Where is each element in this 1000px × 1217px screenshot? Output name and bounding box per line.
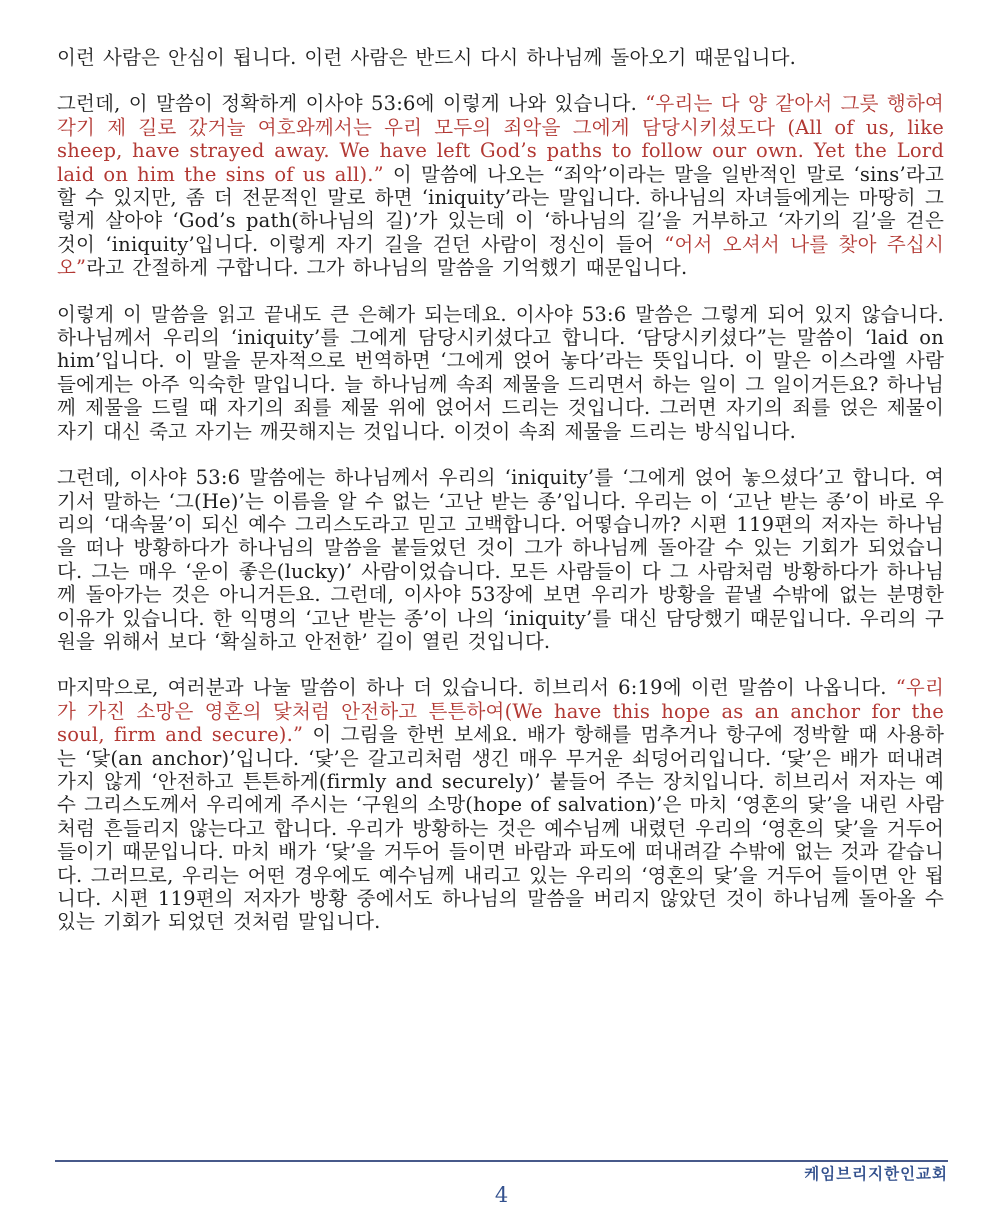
page-number: 4 <box>494 1183 509 1207</box>
body-text-run: 이 그림을 한번 보세요. 배가 항해를 멈추거나 항구에 정박할 때 사용하는 ‘닻(an anchor)’입니다. ‘닻’은 갈고리처럼 생긴 매우 무거운 쇠덩어리입니다. ‘닻’은 배가 떠내려가지 않게 ‘안전하고 튼튼하게(firmly and securely)’ 붙들어 주는 장치입니다. 히브리서 저자는 예수 그리스도께서 우리에게 주시는 ‘구원의 소망(hope of salvation)’은 마치 ‘영혼의 닻’을 내린 사람처럼 흔들리지 않는다고 합니다. 우리가 방황하는 것은 예수님께 내렸던 우리의 ‘영혼의 닻’을 거두어 들이기 때문입니다. 마치 배가 ‘닻’을 거두어 들이면 바람과 파도에 떠내려갈 수밖에 없는 것과 같습니다. 그러므로, 우리는 어떤 경우에도 예수님께 내리고 있는 우리의 ‘영혼의 닻’을 거두어 들이면 안 됩니다. 시편 119편의 저자가 방황 중에서도 하나님의 말씀을 버리지 않았던 것이 하나님께 돌아올 수 있는 기회가 되었던 것처럼 말입니다. <box>57 723 944 934</box>
scripture-quote-text: “우리는 다 양 같아서 그릇 행하여 각기 제 길로 갔거늘 여호와께서는 우리 모두의 죄악을 그에게 담당시키셨도다 (All of us, like sheep, have strayed away. We have left God’s paths to follow our own. Yet the Lord laid on him the sins of us all).” <box>57 92 944 186</box>
body-text-run: 그런데, 이사야 53:6 말씀에는 하나님께서 우리의 ‘iniquity’를 ‘그에게 얹어 놓으셨다’고 합니다. 여기서 말하는 ‘그(He)’는 이름을 알 수 없는 ‘고난 받는 종’입니다. 우리는 이 ‘고난 받는 종’이 바로 우리의 ‘대속물’이 되신 예수 그리스도라고 믿고 고백합니다. 어떻습니까? 시편 119편의 저자는 하나님을 떠나 방황하다가 하나님의 말씀을 붙들었던 것이 그가 하나님께 돌아갈 수 있는 기회가 되었습니다. 그는 매우 ‘운이 좋은(lucky)’ 사람이었습니다. 모든 사람들이 다 그 사람처럼 방황하다가 하나님께 돌아가는 것은 아니거든요. 그런데, 이사야 53장에 보면 우리가 방황을 끝낼 수밖에 없는 분명한 이유가 있습니다. 한 익명의 ‘고난 받는 종’이 나의 ‘iniquity’를 대신 담당했기 때문입니다. 우리의 구원을 위해서 보다 ‘확실하고 안전한’ 길이 열린 것입니다. <box>57 466 944 653</box>
body-text-run: 마지막으로, 여러분과 나눌 말씀이 하나 더 있습니다. 히브리서 6:19에 이런 말씀이 나옵니다. <box>57 676 896 700</box>
body-text-run: 그런데, 이 말씀이 정확하게 이사야 53:6에 이렇게 나와 있습니다. <box>57 92 646 116</box>
scripture-quote-text: “우리가 가진 소망은 영혼의 닻처럼 안전하고 튼튼하여(We have this hope as an anchor for the soul, firm and secure).” <box>57 676 944 747</box>
document-body <box>57 46 944 934</box>
body-text-run: 라고 간절하게 구합니다. 그가 하나님의 말씀을 기억했기 때문입니다. <box>86 256 688 280</box>
scripture-quote-text: “어서 오셔서 나를 찾아 주십시오” <box>57 232 945 280</box>
page-footer <box>55 1160 948 1206</box>
body-text-run: 이런 사람은 안심이 됩니다. 이런 사람은 반드시 다시 하나님께 돌아오기 때문입니다. <box>57 46 797 69</box>
paragraph <box>57 466 944 653</box>
footer-divider <box>55 1160 948 1162</box>
paragraph <box>57 676 944 933</box>
paragraph <box>57 303 944 443</box>
body-text-run: 이 말씀에 나오는 “죄악’이라는 말을 일반적인 말로 ‘sins’라고 할 수 있지만, 좀 더 전문적인 말로 하면 ‘iniquity’라는 말입니다. 하나님의 자녀들에게는 마땅히 그렇게 살아야 ‘God’s path(하나님의 길)’가 있는데 이 ‘하나님의 길’을 거부하고 ‘자기의 길’을 걷은 것이 ‘iniquity’입니다. 이렇게 자기 길을 걷던 사람이 정신이 들어 <box>57 162 944 256</box>
paragraph <box>57 46 944 69</box>
body-text-run: 이렇게 이 말씀을 읽고 끝내도 큰 은혜가 되는데요. 이사야 53:6 말씀은 그렇게 되어 있지 않습니다. 하나님께서 우리의 ‘iniquity’를 그에게 담당시키셨다고 합니다. ‘담당시키셨다”는 말씀이 ‘laid on him’입니다. 이 말을 문자적으로 번역하면 ‘그에게 얹어 놓다’라는 뜻입니다. 이 말은 이스라엘 사람들에게는 아주 익숙한 말입니다. 늘 하나님께 속죄 제물을 드리면서 하는 일이 그 일이거든요? 하나님께 제물을 드릴 때 자기의 죄를 제물 위에 얹어서 드리는 것입니다. 그러면 자기의 죄를 얹은 제물이 자기 대신 죽고 자기는 깨끗해지는 것입니다. 이것이 속죄 제물을 드리는 방식입니다. <box>57 302 944 443</box>
church-name: 케임브리지한인교회 <box>804 1164 948 1183</box>
paragraph <box>57 92 944 279</box>
